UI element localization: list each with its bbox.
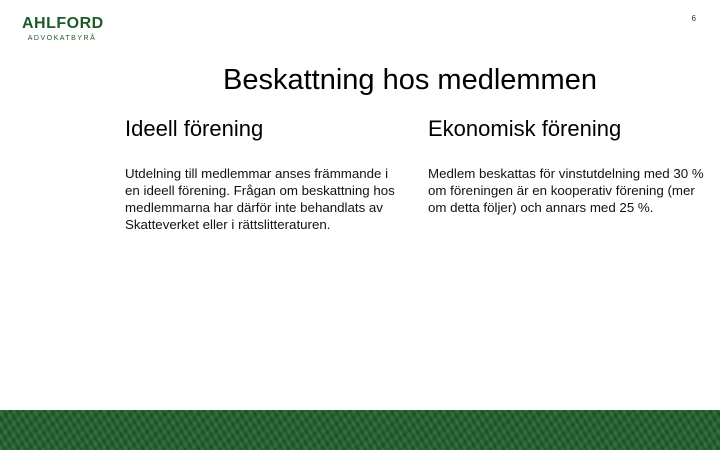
column-body: Medlem beskattas för vinstutdelning med 30 % om föreningen är en kooperativ förening (mer om detta följer) och annars med 25 %. xyxy=(428,166,704,215)
page-number: 6 xyxy=(691,14,696,23)
footer-band xyxy=(0,410,720,450)
company-logo xyxy=(22,15,102,43)
logo-subtitle: ADVOKATBYRÅ xyxy=(27,35,97,42)
column-heading: Ekonomisk förening xyxy=(428,116,622,141)
logo-name: AHLFORD xyxy=(22,15,104,32)
column-heading: Ideell förening xyxy=(125,116,264,141)
column-ideell-forening xyxy=(125,115,400,233)
column-body: Utdelning till medlemmar anses främmande i en ideell förening. Frågan om beskattning hos medlemmarna har därför inte behandlats av Skatteverket eller i rättslitteraturen. xyxy=(125,166,395,232)
slide-title: Beskattning hos medlemmen xyxy=(223,64,597,96)
column-ekonomisk-forening xyxy=(428,115,713,216)
